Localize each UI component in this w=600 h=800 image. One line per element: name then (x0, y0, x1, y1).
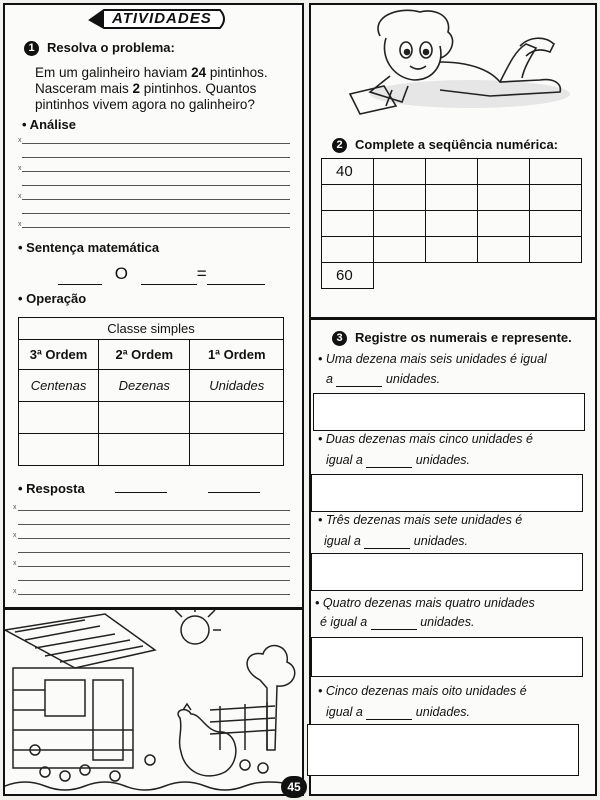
analise-line-4[interactable] (22, 185, 290, 186)
x-mark: x (13, 588, 17, 595)
q3-number: 3 (332, 331, 347, 346)
q1-line-3: pintinhos vivem agora no galinheiro? (35, 97, 255, 112)
sentenca-blank-2[interactable] (141, 264, 197, 285)
analise-line-6[interactable] (22, 213, 290, 214)
sequence-grid (321, 158, 582, 289)
farm-illustration (5, 610, 302, 794)
analise-line-2[interactable] (22, 157, 290, 158)
q3-item-3-line-1: • Três dezenas mais sete unidades é (318, 513, 523, 527)
q3-item-5-answer-box[interactable] (307, 724, 579, 776)
q3-item-1-line-2: a unidades. (326, 372, 441, 386)
q3-item-2-blank[interactable] (366, 453, 412, 468)
resposta-blank-1[interactable] (115, 478, 167, 493)
x-mark: x (18, 165, 22, 172)
sentenca-blank-1[interactable] (58, 264, 102, 285)
q3-item-3-answer-box[interactable] (311, 553, 583, 591)
table-cell[interactable] (19, 402, 99, 434)
table-title: Classe simples (19, 318, 284, 340)
q3-item-4-blank[interactable] (371, 615, 417, 630)
analise-label: • Análise (22, 117, 76, 132)
sequence-cell[interactable] (478, 185, 530, 211)
resposta-line-3[interactable] (18, 538, 290, 539)
sequence-cell[interactable] (478, 159, 530, 185)
q1-heading (24, 40, 175, 56)
x-mark: x (13, 560, 17, 567)
q3-item-1-blank[interactable] (336, 372, 382, 387)
q1-number: 1 (24, 41, 39, 56)
sequence-first-number: 40 (322, 159, 374, 185)
q3-item-5-line-2: igual a unidades. (326, 705, 470, 719)
sequence-cell[interactable] (530, 159, 582, 185)
q3-item-4-line-1: • Quatro dezenas mais quatro unidades (315, 596, 535, 610)
sequence-cell[interactable] (530, 237, 582, 263)
x-mark: x (13, 532, 17, 539)
operacao-label: • Operação (18, 291, 87, 306)
sequence-cell[interactable] (374, 211, 426, 237)
q3-item-3-blank[interactable] (364, 534, 410, 549)
resposta-line-4[interactable] (18, 552, 290, 553)
farm-illustration-panel (3, 608, 304, 796)
q3-item-1-answer-box[interactable] (313, 393, 585, 431)
q3-item-4-line-2: é igual a unidades. (320, 615, 475, 629)
q3-item-1-line-1: • Uma dezena mais seis unidades é igual (318, 352, 547, 366)
q3-title: Registre os numerais e represente. (355, 330, 572, 345)
order-1-name: Unidades (190, 370, 284, 402)
sequence-cell[interactable] (530, 211, 582, 237)
table-cell[interactable] (190, 402, 284, 434)
sequence-cell[interactable] (426, 185, 478, 211)
place-value-table (18, 317, 284, 466)
resposta-line-6[interactable] (18, 580, 290, 581)
resposta-line-5[interactable] (18, 566, 290, 567)
q3-item-4-answer-box[interactable] (311, 637, 583, 677)
sequence-cell[interactable] (426, 159, 478, 185)
order-1-header: 1ª Ordem (190, 340, 284, 370)
q1-title: Resolva o problema: (47, 40, 175, 55)
q3-item-2-answer-box[interactable] (311, 474, 583, 512)
analise-line-3[interactable] (22, 171, 290, 172)
sequence-cell[interactable] (530, 185, 582, 211)
sequence-cell[interactable] (478, 211, 530, 237)
q2-number: 2 (332, 138, 347, 153)
q1-line-1: Em um galinheiro haviam 24 pintinhos. (35, 65, 268, 80)
sentenca-blank-3[interactable] (207, 264, 265, 285)
q2-heading (332, 137, 558, 153)
header-logo (88, 6, 228, 32)
sequence-last-number: 60 (322, 263, 374, 289)
sequence-cell[interactable] (374, 159, 426, 185)
q3-item-2-line-1: • Duas dezenas mais cinco unidades é (318, 432, 533, 446)
table-cell[interactable] (99, 402, 190, 434)
table-cell[interactable] (99, 434, 190, 466)
sequence-cell[interactable] (478, 237, 530, 263)
x-mark: x (13, 504, 17, 511)
sentenca-row (58, 264, 265, 285)
q2-title: Complete a seqüência numérica: (355, 137, 559, 152)
sentenca-label: • Sentença matemática (18, 240, 160, 255)
q1-line-2: Nasceram mais 2 pintinhos. Quantos (35, 81, 257, 96)
q3-heading (332, 330, 572, 346)
order-2-header: 2ª Ordem (99, 340, 190, 370)
child-drawing-illustration (340, 6, 580, 116)
analise-line-5[interactable] (22, 199, 290, 200)
header-title: ATIVIDADES (112, 10, 212, 27)
analise-line-7[interactable] (22, 227, 290, 228)
sequence-cell[interactable] (322, 237, 374, 263)
q3-item-3-line-2: igual a unidades. (324, 534, 468, 548)
sequence-cell[interactable] (374, 185, 426, 211)
sentenca-equals: = (196, 264, 207, 283)
sequence-cell[interactable] (374, 237, 426, 263)
q1-problem-text (35, 65, 268, 113)
resposta-line-1[interactable] (18, 510, 290, 511)
order-2-name: Dezenas (99, 370, 190, 402)
order-3-name: Centenas (19, 370, 99, 402)
sequence-cell[interactable] (426, 237, 478, 263)
sentenca-operator: O (114, 264, 128, 283)
resposta-label: • Resposta (18, 481, 85, 496)
x-mark: x (18, 137, 22, 144)
resposta-blank-2[interactable] (208, 478, 260, 493)
q3-item-5-blank[interactable] (366, 705, 412, 720)
q3-item-5-line-1: • Cinco dezenas mais oito unidades é (318, 684, 527, 698)
x-mark: x (18, 221, 22, 228)
order-3-header: 3ª Ordem (19, 340, 99, 370)
analise-line-1[interactable] (22, 143, 290, 144)
page-number-badge (281, 776, 307, 798)
resposta-line-2[interactable] (18, 524, 290, 525)
sequence-cell[interactable] (426, 211, 478, 237)
table-cell[interactable] (19, 434, 99, 466)
sequence-cell[interactable] (322, 185, 374, 211)
sequence-cell[interactable] (322, 211, 374, 237)
page-number: 45 (287, 780, 301, 794)
x-mark: x (18, 193, 22, 200)
q3-item-2-line-2: igual a unidades. (326, 453, 470, 467)
table-cell[interactable] (190, 434, 284, 466)
resposta-line-7[interactable] (18, 594, 290, 595)
